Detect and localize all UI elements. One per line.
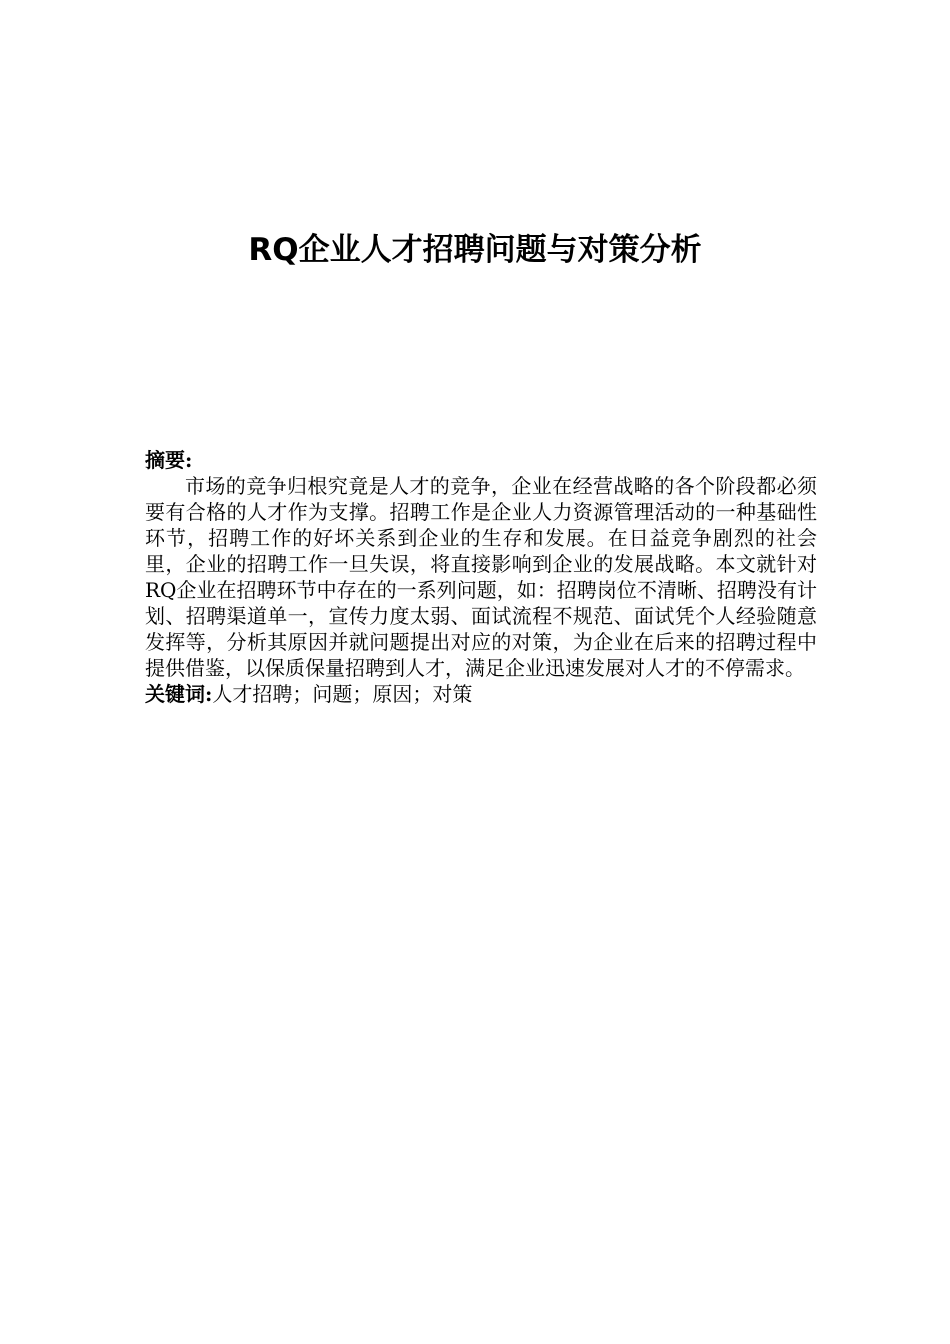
- abstract-heading: 摘要:: [145, 448, 193, 472]
- keywords-value: 人才招聘；问题；原因；对策: [212, 682, 473, 706]
- keywords-label: 关键词:: [145, 682, 213, 706]
- abstract-section: [145, 447, 817, 707]
- keywords-line: [145, 681, 817, 707]
- document-title: RQ企业人才招聘问题与对策分析: [248, 232, 702, 268]
- abstract-body: 市场的竞争归根究竟是人才的竞争，企业在经营战略的各个阶段都必须要有合格的人才作为支撑。招聘工作是企业人力资源管理活动的一种基础性环节，招聘工作的好坏关系到企业的生存和发展。在日益竞争剧烈的社会里，企业的招聘工作一旦失误，将直接影响到企业的发展战略。本文就针对RQ企业在招聘环节中存在的一系列问题，如：招聘岗位不清晰、招聘没有计划、招聘渠道单一，宣传力度太弱、面试流程不规范、面试凭个人经验随意发挥等，分析其原因并就问题提出对应的对策，为企业在后来的招聘过程中提供借鉴，以保质保量招聘到人才，满足企业迅速发展对人才的不停需求。: [145, 474, 817, 680]
